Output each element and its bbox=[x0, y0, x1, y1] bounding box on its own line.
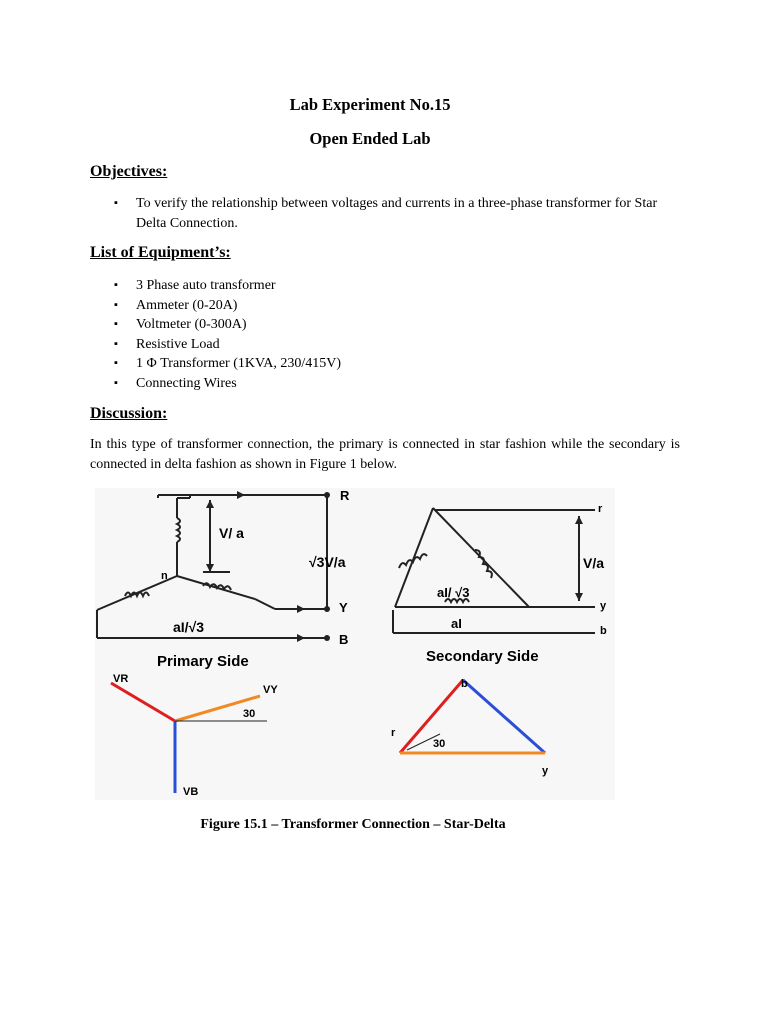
primary-label-b: B bbox=[339, 632, 349, 647]
list-item: ▪ Connecting Wires bbox=[114, 374, 341, 394]
secondary-label-y: y bbox=[600, 600, 607, 612]
phasor-vb-label: VB bbox=[183, 786, 199, 798]
delta-label-r: r bbox=[391, 727, 396, 739]
phasor-vr-label: VR bbox=[113, 673, 129, 685]
figure-caption: Figure 15.1 – Transformer Connection – Star-Delta bbox=[200, 817, 506, 832]
secondary-label-b: b bbox=[600, 625, 607, 637]
primary-voltage-line-label: √3V/a bbox=[309, 554, 346, 570]
secondary-voltage-label: V/a bbox=[583, 555, 605, 571]
secondary-current-label: aI/ √3 bbox=[437, 585, 470, 600]
page-title: Lab Experiment No.15 bbox=[289, 95, 451, 114]
primary-current-label: aI/√3 bbox=[173, 619, 205, 635]
list-item: ▪ To verify the relationship between voltages and currents in a three-phase transformer for Star Delta Connection. bbox=[114, 194, 678, 233]
delta-angle-label: 30 bbox=[433, 738, 446, 750]
list-item: ▪ Voltmeter (0-300A) bbox=[114, 315, 341, 335]
primary-voltage-phase-label: V/ a bbox=[219, 525, 244, 541]
star-delta-figure bbox=[95, 488, 615, 800]
neutral-label: n bbox=[161, 570, 168, 582]
secondary-line-current-label: aI bbox=[451, 616, 462, 631]
equipment-list bbox=[114, 276, 341, 393]
primary-side-title: Primary Side bbox=[157, 653, 249, 670]
objectives-list bbox=[114, 194, 678, 233]
list-item: ▪ Ammeter (0-20A) bbox=[114, 296, 341, 316]
equipment-heading: List of Equipment’s: bbox=[90, 244, 231, 261]
list-item: ▪ 3 Phase auto transformer bbox=[114, 276, 341, 296]
primary-label-r: R bbox=[340, 488, 350, 503]
page-subtitle: Open Ended Lab bbox=[309, 129, 431, 148]
terminal-r bbox=[324, 492, 330, 498]
phasor-angle-label: 30 bbox=[243, 708, 256, 720]
terminal-y bbox=[324, 606, 330, 612]
delta-label-b: b bbox=[461, 678, 468, 690]
list-item: ▪ Resistive Load bbox=[114, 335, 341, 355]
phasor-vy-label: VY bbox=[263, 684, 278, 696]
discussion-paragraph: In this type of transformer connection, the primary is connected in star fashion while the secondary is connected in delta fashion as shown in Figure 1 below. bbox=[90, 437, 680, 472]
terminal-b bbox=[324, 635, 330, 641]
secondary-side-title: Secondary Side bbox=[426, 648, 539, 665]
objectives-heading: Objectives: bbox=[90, 163, 168, 180]
secondary-label-r: r bbox=[598, 503, 603, 515]
discussion-heading: Discussion: bbox=[90, 405, 168, 422]
delta-label-y: y bbox=[542, 765, 549, 777]
primary-label-y: Y bbox=[339, 600, 348, 615]
list-item: ▪ 1 Φ Transformer (1KVA, 230/415V) bbox=[114, 354, 341, 374]
